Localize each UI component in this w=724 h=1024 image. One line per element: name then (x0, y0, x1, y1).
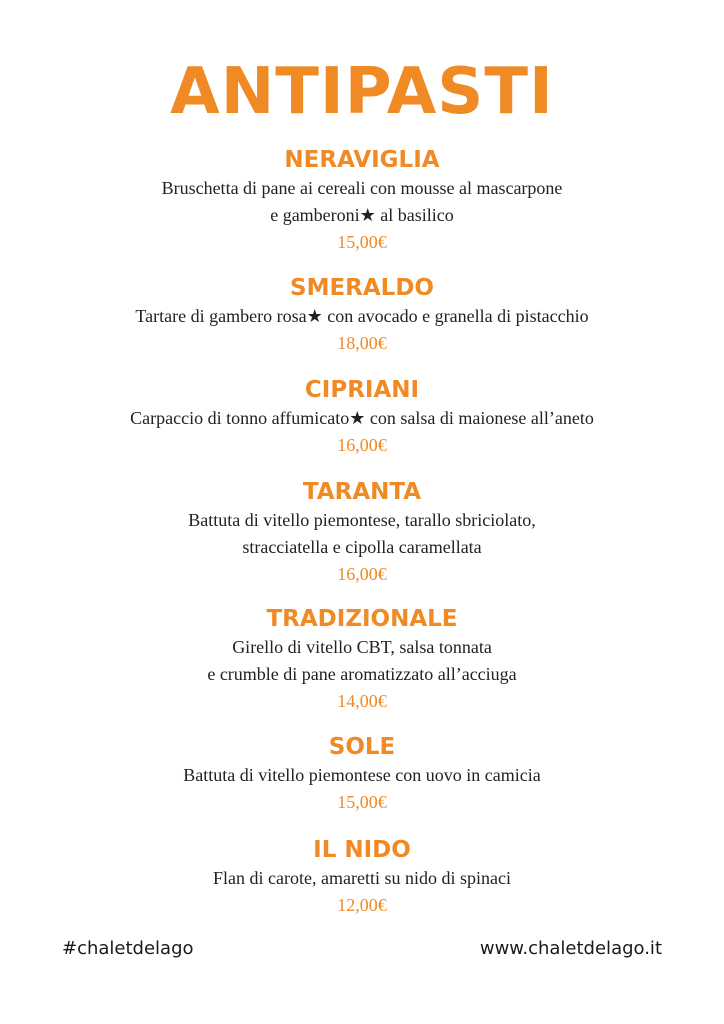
menu-item-name: NERAVIGLIA (284, 147, 440, 173)
menu-item (0, 145, 724, 255)
menu-item (0, 835, 724, 918)
menu-item-description-line: Bruschetta di pane ai cereali con mousse al mascarpone (161, 178, 563, 198)
footer-hashtag: #chaletdelago (62, 938, 194, 959)
menu-item-description (0, 405, 724, 432)
menu-item (0, 273, 724, 356)
menu-item-name: CIPRIANI (304, 377, 420, 403)
menu-item-description-line: e crumble di pane aromatizzato all’acciuga (207, 664, 517, 684)
menu-item-price: 18,00€ (337, 333, 387, 353)
menu-item-description-line: Flan di carote, amaretti su nido di spinaci (213, 868, 511, 888)
menu-item-description-line: Girello di vitello CBT, salsa tonnata (232, 637, 492, 657)
menu-item-price: 15,00€ (337, 232, 387, 252)
menu-item-description (0, 507, 724, 561)
menu-item-price: 15,00€ (337, 792, 387, 812)
menu-item (0, 477, 724, 587)
menu-item-name: SMERALDO (290, 275, 434, 301)
menu-item (0, 732, 724, 815)
menu-item-description-line: Battuta di vitello piemontese con uovo in camicia (183, 765, 541, 785)
menu-item-description (0, 175, 724, 229)
menu-item-description-line: Tartare di gambero rosa★ con avocado e granella di pistacchio (135, 306, 589, 326)
menu-item-description-line: e gamberoni★ al basilico (270, 205, 454, 225)
menu-item (0, 604, 724, 714)
menu-item-description-line: Carpaccio di tonno affumicato★ con salsa di maionese all’aneto (130, 408, 594, 428)
menu-item-description-line: Battuta di vitello piemontese, tarallo sbriciolato, (188, 510, 536, 530)
menu-item-name: TARANTA (302, 479, 422, 505)
menu-item-description (0, 634, 724, 688)
menu-item-price: 16,00€ (337, 564, 387, 584)
menu-item-description-line: stracciatella e cipolla caramellata (242, 537, 482, 557)
menu-item-price: 12,00€ (337, 895, 387, 915)
menu-item-description (0, 303, 724, 330)
menu-item-price: 14,00€ (337, 691, 387, 711)
menu-item (0, 375, 724, 458)
footer-website: www.chaletdelago.it (479, 938, 662, 959)
menu-item-description (0, 865, 724, 892)
menu-item-price: 16,00€ (337, 435, 387, 455)
menu-item-name: SOLE (328, 734, 396, 760)
menu-item-description (0, 762, 724, 789)
menu-item-name: TRADIZIONALE (266, 606, 458, 632)
menu-item-name: IL NIDO (313, 837, 411, 863)
page-title: ANTIPASTI (170, 55, 554, 129)
